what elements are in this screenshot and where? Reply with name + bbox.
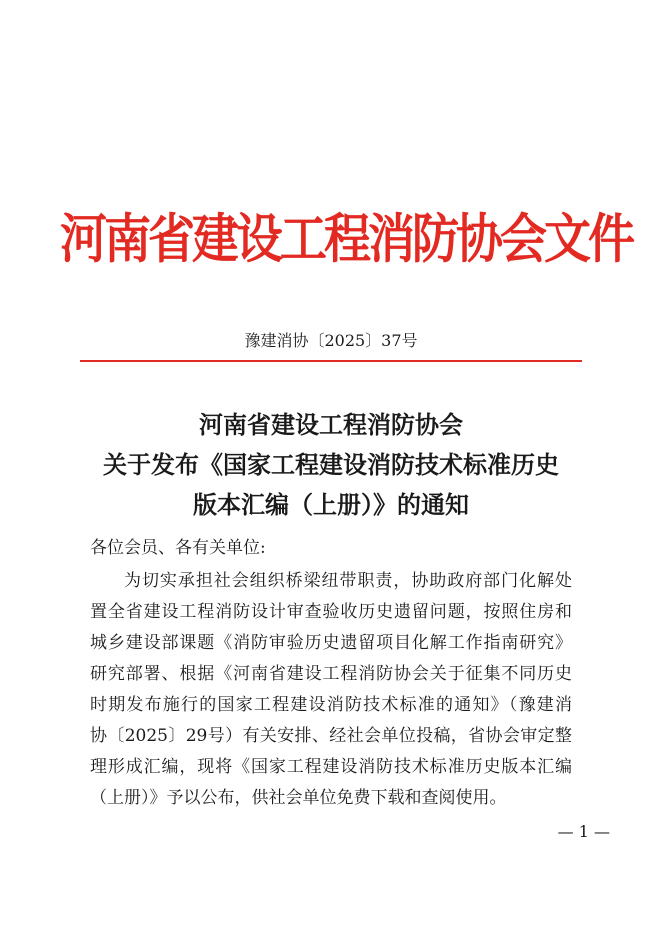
body-line-8: （上册）》予以公布，供社会单位免费下载和查阅使用。 bbox=[90, 788, 507, 808]
salutation: 各位会员、各有关单位: bbox=[90, 538, 266, 558]
body-line-5: 时期发布施行的国家工程建设消防技术标准的通知》（豫建消 bbox=[90, 695, 572, 715]
body-line-2: 置全省建设工程消防设计审查验收历史遗留问题，按照住房和 bbox=[90, 602, 572, 622]
document-number: 豫建消协〔2025〕37号 bbox=[244, 331, 418, 350]
body-line-3: 城乡建设部课题《消防审验历史遗留项目化解工作指南研究》 bbox=[90, 633, 572, 653]
red-divider-line bbox=[80, 360, 582, 362]
body-line-4: 研究部署、根据《河南省建设工程消防协会关于征集不同历史 bbox=[90, 664, 572, 684]
org-masthead: 河南省建设工程消防协会文件 bbox=[60, 208, 632, 271]
notice-title-line-2: 关于发布《国家工程建设消防技术标准历史 bbox=[103, 450, 559, 479]
body-line-1: 为切实承担社会组织桥梁纽带职责，协助政府部门化解处 bbox=[124, 571, 572, 591]
page-number: — 1 — bbox=[557, 822, 610, 841]
body-line-7: 理形成汇编，现将《国家工程建设消防技术标准历史版本汇编 bbox=[90, 757, 572, 777]
body-line-6: 协〔2025〕29号）有关安排、经社会单位投稿，省协会审定整 bbox=[90, 726, 572, 746]
notice-title-line-1: 河南省建设工程消防协会 bbox=[199, 410, 463, 439]
notice-title-line-3: 版本汇编（上册）》的通知 bbox=[193, 490, 469, 519]
